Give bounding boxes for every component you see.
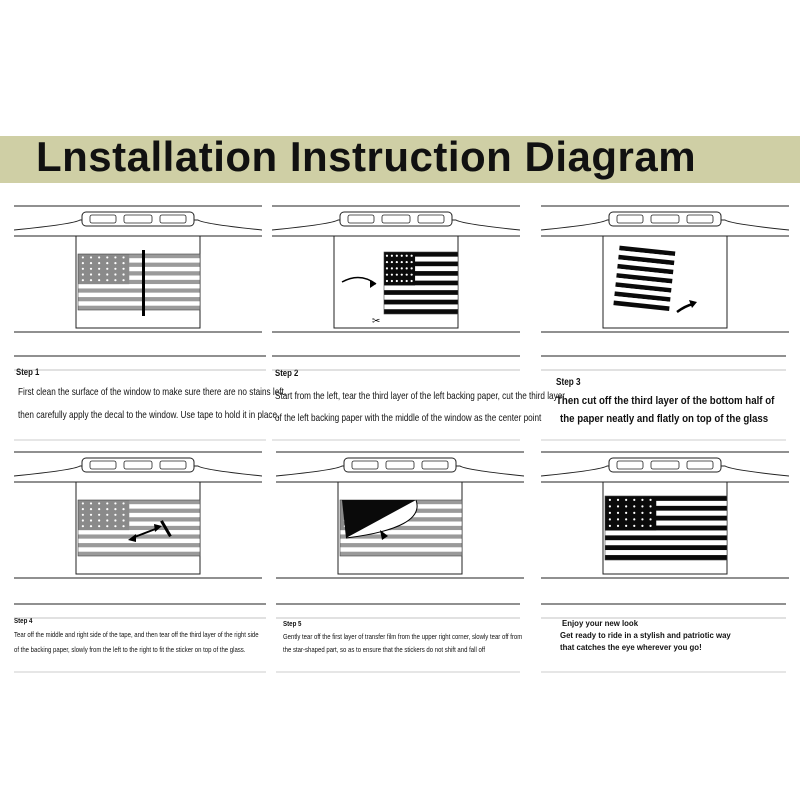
flag-stripe <box>78 293 200 297</box>
flag-stripe <box>78 288 200 292</box>
flag-star <box>98 256 100 258</box>
flag-star <box>609 512 611 514</box>
flag-star <box>122 502 124 504</box>
step-2-line-1: Start from the left, tear the third layer of the left backing paper, cut the third layer <box>275 390 565 402</box>
flag-star <box>649 518 651 520</box>
flag-star <box>396 274 398 276</box>
flag-star <box>98 519 100 521</box>
flag-stripe <box>605 555 727 560</box>
flag-star <box>98 279 100 281</box>
flag-star <box>386 261 388 263</box>
cab-light <box>651 461 679 469</box>
flag-star <box>82 262 84 264</box>
flag-canton <box>78 254 129 284</box>
cab-light <box>687 215 713 223</box>
flag-star <box>82 256 84 258</box>
flag-star <box>391 267 393 269</box>
flag-stripe <box>78 530 200 534</box>
cab-light <box>418 215 444 223</box>
step-3-illustration <box>541 202 789 344</box>
flag-star <box>396 255 398 257</box>
cab-light <box>90 215 116 223</box>
flag-star <box>90 268 92 270</box>
flag-star <box>406 274 408 276</box>
flag-star <box>98 514 100 516</box>
flag-star <box>106 256 108 258</box>
step-5-line-2: the star-shaped part, so as to ensure that the stickers do not shift and fall off <box>283 645 486 654</box>
flag-star <box>401 255 403 257</box>
flag-star <box>609 499 611 501</box>
final-line-3: that catches the eye wherever you go! <box>560 642 702 652</box>
flag-star <box>106 525 108 527</box>
window-scene <box>14 202 262 344</box>
flag-star <box>106 508 108 510</box>
flag-stripe <box>78 547 200 551</box>
flag-star <box>82 514 84 516</box>
flag-star <box>122 262 124 264</box>
flag-star <box>633 512 635 514</box>
scene-group <box>276 452 524 578</box>
flag-star <box>106 273 108 275</box>
flag-star <box>391 280 393 282</box>
flag-star <box>649 505 651 507</box>
flag-star <box>401 261 403 263</box>
flag-stripe <box>605 530 727 535</box>
flag-star <box>386 274 388 276</box>
flag-star <box>617 499 619 501</box>
flag-star <box>114 525 116 527</box>
flag-stripe <box>384 295 458 300</box>
cab-light <box>124 215 152 223</box>
step-2-label: Step 2 <box>275 368 299 379</box>
flag-star <box>617 512 619 514</box>
flag-stripe <box>605 535 727 540</box>
flag-star <box>106 502 108 504</box>
flag-star <box>625 499 627 501</box>
cab-light <box>90 461 116 469</box>
window-scene <box>541 448 789 590</box>
flag-star <box>122 273 124 275</box>
step-1-label: Step 1 <box>16 367 40 378</box>
step-5-label: Step 5 <box>283 619 302 628</box>
cab-light <box>386 461 414 469</box>
flag-stripe <box>384 309 458 314</box>
flag-star <box>401 274 403 276</box>
flag-star <box>98 502 100 504</box>
flag-star <box>122 519 124 521</box>
flag-star <box>122 256 124 258</box>
flag-star <box>391 255 393 257</box>
flag-star <box>633 518 635 520</box>
window-scene <box>272 202 520 344</box>
flag-star <box>641 525 643 527</box>
flag-star <box>90 508 92 510</box>
step-2-illustration <box>272 202 520 344</box>
flag-star <box>82 502 84 504</box>
flag-star <box>90 502 92 504</box>
flag-star <box>98 262 100 264</box>
flag-stripe <box>340 552 462 556</box>
flag-stripe <box>605 540 727 545</box>
tape-strip <box>142 250 145 316</box>
flag-star <box>609 525 611 527</box>
flag-star <box>122 508 124 510</box>
flag-star <box>82 268 84 270</box>
flag-star <box>411 255 413 257</box>
cab-light <box>160 215 186 223</box>
flag-star <box>633 525 635 527</box>
flag-star <box>114 262 116 264</box>
flag-star <box>617 525 619 527</box>
flag-stripe <box>78 297 200 301</box>
flag-star <box>122 525 124 527</box>
flag-star <box>106 519 108 521</box>
flag-canton <box>384 252 415 285</box>
step-1-line-2: then carefully apply the decal to the window. Use tape to hold it in place. <box>18 409 280 421</box>
step-3-line-2: the paper neatly and flatly on top of the glass <box>560 413 769 425</box>
window-scene <box>276 448 524 590</box>
flag-star <box>114 268 116 270</box>
flag-star <box>90 525 92 527</box>
cab-light <box>352 461 378 469</box>
cab-light <box>617 461 643 469</box>
scene-group <box>541 452 789 578</box>
flag-star <box>625 505 627 507</box>
step-3-label: Step 3 <box>556 377 581 388</box>
cab-light <box>617 215 643 223</box>
step-5-illustration <box>276 448 524 590</box>
flag-stripe <box>340 543 462 547</box>
flag-star <box>90 514 92 516</box>
step-1-illustration <box>14 202 262 344</box>
final-line-2: Get ready to ride in a stylish and patriotic way <box>560 630 731 640</box>
flag-star <box>641 518 643 520</box>
step-4-illustration <box>14 448 262 590</box>
flag-stripe <box>340 547 462 551</box>
flag-star <box>609 505 611 507</box>
flag-star <box>617 505 619 507</box>
flag-star <box>114 279 116 281</box>
flag-star <box>82 519 84 521</box>
flag-star <box>625 525 627 527</box>
flag-star <box>90 279 92 281</box>
flag-stripe <box>605 545 727 550</box>
flag-stripe <box>78 552 200 556</box>
scissors-icon: ✂ <box>372 316 381 327</box>
cab-light <box>422 461 448 469</box>
step-3-line-1: Then cut off the third layer of the bottom half of <box>556 395 775 407</box>
flag-star <box>114 502 116 504</box>
flag-star <box>609 518 611 520</box>
flag-star <box>649 525 651 527</box>
flag-star <box>391 274 393 276</box>
flag-star <box>649 499 651 501</box>
flag-star <box>401 267 403 269</box>
flag-star <box>641 505 643 507</box>
flag-stripe <box>340 539 462 543</box>
flag-star <box>396 280 398 282</box>
step-4-label: Step 4 <box>14 616 33 625</box>
flag-star <box>411 274 413 276</box>
flag-star <box>386 267 388 269</box>
flag-star <box>406 261 408 263</box>
flag-star <box>98 508 100 510</box>
flag-star <box>633 505 635 507</box>
flag-canton <box>605 496 656 530</box>
flag-star <box>106 262 108 264</box>
flag-star <box>406 280 408 282</box>
flag-star <box>114 519 116 521</box>
flag-stripe <box>384 285 458 290</box>
flag-star <box>90 262 92 264</box>
flag-star <box>411 280 413 282</box>
flag-star <box>98 273 100 275</box>
flag-star <box>114 514 116 516</box>
flag-star <box>386 280 388 282</box>
flag-stripe <box>384 300 458 305</box>
flag-star <box>391 261 393 263</box>
step-1-line-1: First clean the surface of the window to make sure there are no stains left, <box>18 386 287 398</box>
flag-stripe <box>78 539 200 543</box>
flag-star <box>396 261 398 263</box>
tilted-flag <box>613 246 675 311</box>
scene-group <box>541 206 789 332</box>
flag-star <box>82 273 84 275</box>
flag-star <box>401 280 403 282</box>
flag-stripe <box>605 550 727 555</box>
flag-star <box>106 279 108 281</box>
flag-star <box>98 525 100 527</box>
window-scene <box>541 202 789 344</box>
flag-star <box>411 267 413 269</box>
step-4-line-1: Tear off the middle and right side of the tape, and then tear off the third layer of the right side <box>14 630 259 639</box>
flag-star <box>386 255 388 257</box>
flag-star <box>90 519 92 521</box>
cab-light <box>348 215 374 223</box>
flag-star <box>114 273 116 275</box>
scene-group <box>14 452 262 578</box>
flag-stripe <box>78 284 200 288</box>
flag-star <box>411 261 413 263</box>
flag-star <box>625 512 627 514</box>
flag-star <box>82 508 84 510</box>
flag-star <box>90 256 92 258</box>
flag-star <box>114 508 116 510</box>
cab-light <box>382 215 410 223</box>
flag-stripe <box>78 543 200 547</box>
cab-light <box>124 461 152 469</box>
flag-star <box>82 279 84 281</box>
flag-canton <box>78 500 129 530</box>
flag-star <box>122 279 124 281</box>
final-result-illustration <box>541 448 789 590</box>
window-scene <box>14 448 262 590</box>
cab-light <box>687 461 713 469</box>
cab-light <box>651 215 679 223</box>
diagram-title: Lnstallation Instruction Diagram <box>36 133 697 180</box>
flag-stripe <box>384 304 458 309</box>
flag-star <box>406 267 408 269</box>
final-line-1: Enjoy your new look <box>562 618 639 628</box>
flag-star <box>122 514 124 516</box>
step-4-line-2: of the backing paper, slowly from the left to the right to fit the sticker on top of the glass. <box>14 645 246 654</box>
flag-star <box>396 267 398 269</box>
flag-stripe <box>78 306 200 310</box>
flag-star <box>641 512 643 514</box>
flag-star <box>649 512 651 514</box>
flag-stripe <box>78 301 200 305</box>
scene-group <box>272 206 520 332</box>
flag-star <box>617 518 619 520</box>
step-2-line-2: of the left backing paper with the middle of the window as the center point <box>275 412 542 424</box>
flag-star <box>98 268 100 270</box>
flag-star <box>633 499 635 501</box>
flag-star <box>82 525 84 527</box>
flag-stripe <box>384 290 458 295</box>
flag-star <box>106 514 108 516</box>
cab-light <box>160 461 186 469</box>
flag-star <box>122 268 124 270</box>
flag-star <box>625 518 627 520</box>
flag-star <box>114 256 116 258</box>
flag-star <box>106 268 108 270</box>
flag-star <box>406 255 408 257</box>
flag-star <box>90 273 92 275</box>
scene-group <box>14 206 262 332</box>
flag-star <box>641 499 643 501</box>
step-5-line-1: Gently tear off the first layer of transfer film from the upper right corner, slowly tear off from <box>283 632 523 641</box>
